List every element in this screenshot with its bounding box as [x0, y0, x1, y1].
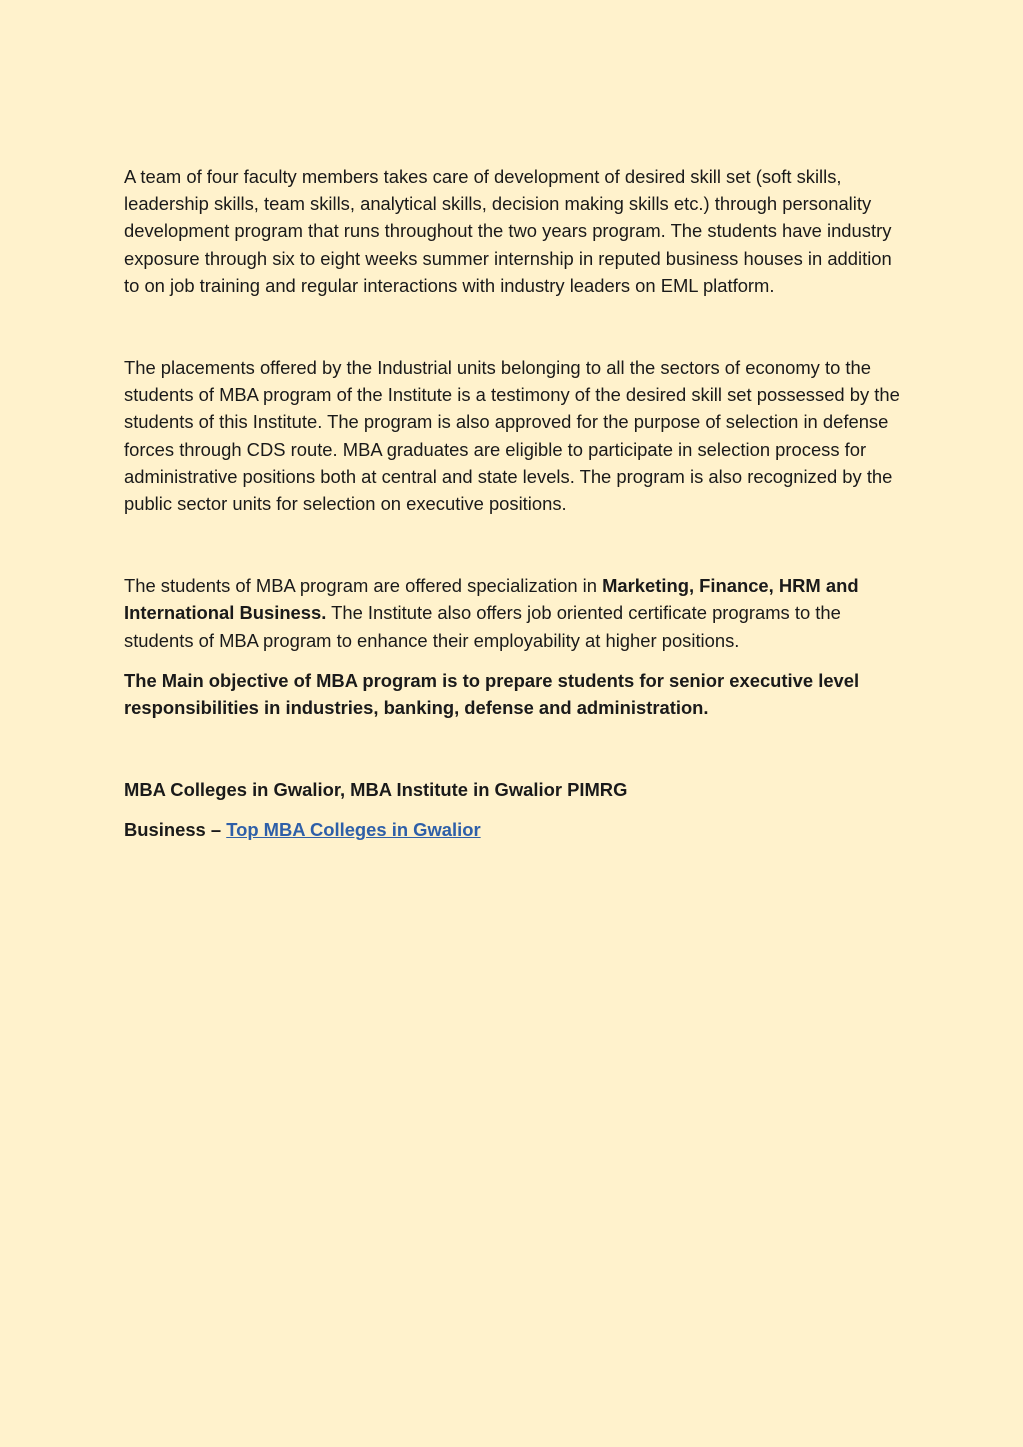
- paragraph-placements: The placements offered by the Industrial units belonging to all the sectors of economy to the students of MBA program of the Institute is a testimony of the desired skill set possessed by the students of this Institute. The program is also approved for the purpose of selection in defense forces through CDS route. MBA graduates are eligible to participate in selection process for administrative positions both at central and state levels. The program is also recognized by the public sector units for selection on executive positions.: [124, 357, 900, 515]
- paragraph-faculty: A team of four faculty members takes care of development of desired skill set (soft skills, leadership skills, team skills, analytical skills, decision making skills etc.) through personality development program that runs throughout the two years program. The students have industry exposure through six to eight weeks summer internship in reputed business houses in addition to on job training and regular interactions with industry leaders on EML platform.: [124, 166, 892, 296]
- paragraph-business: [124, 816, 904, 843]
- document-page: [124, 163, 904, 844]
- top-mba-colleges-link[interactable]: Top MBA Colleges in Gwalior: [226, 819, 481, 841]
- specialization-list: Marketing, Finance, HRM and International Business.: [124, 575, 859, 624]
- specialization-rest: The Institute also offers job oriented certificate programs to the students of MBA program to enhance their employability at higher positions.: [124, 602, 841, 651]
- paragraph-keywords: MBA Colleges in Gwalior, MBA Institute in Gwalior PIMRG: [124, 779, 628, 801]
- paragraph-objective: The Main objective of MBA program is to prepare students for senior executive level responsibilities in industries, banking, defense and administration.: [124, 669, 860, 719]
- paragraph-specialization: [124, 572, 904, 654]
- specialization-intro: The students of MBA program are offered specialization in: [124, 575, 603, 597]
- business-label: Business –: [124, 819, 227, 841]
